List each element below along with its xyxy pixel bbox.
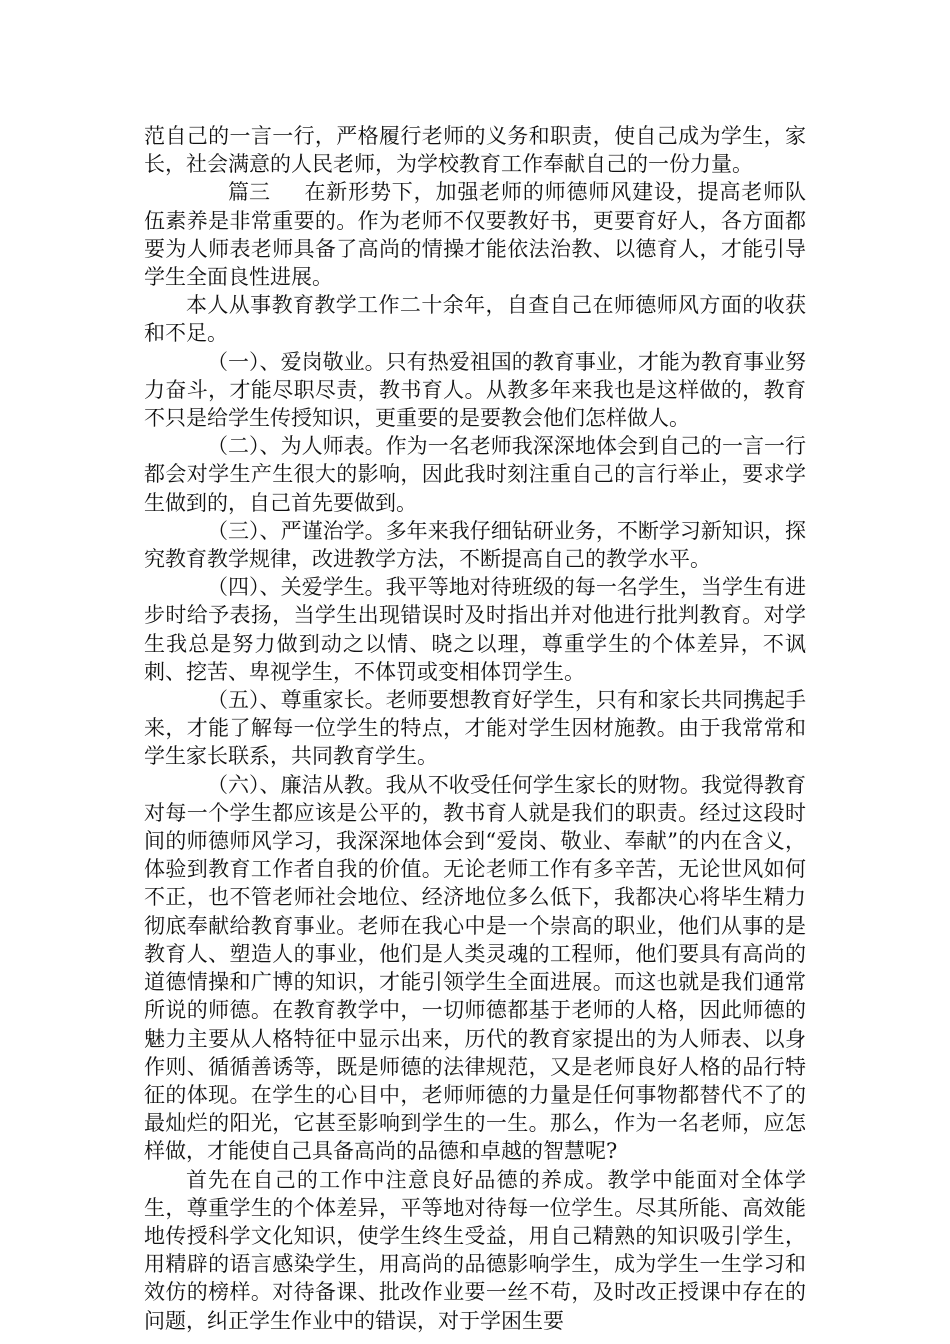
paragraph-item-four: （四）、关爱学生。我平等地对待班级的每一名学生，当学生有进步时给予表扬，当学生出现错误时及时指出并对他进行批判教育。对学生我总是努力做到动之以情、晓之以理，尊重学生的个体差异，不讽刺、挖苦、卑视学生，不体罚或变相体罚学生。 <box>144 575 806 684</box>
paragraph-item-three: （三）、严谨治学。多年来我仔细钻研业务，不断学习新知识，探究教育教学规律，改进教学方法，不断提高自己的教学水平。 <box>144 518 806 572</box>
paragraph-first-point: 首先在自己的工作中注意良好品德的养成。教学中能面对全体学生，尊重学生的个体差异，平等地对待每一位学生。尽其所能、高效能地传授科学文化知识，使学生终生受益，用自己精熟的知识吸引学生，用精辟的语言感染学生，用高尚的品德影响学生，成为学生一生学习和效仿的榜样。对待备课、批改作业要一丝不苟，及时改正授课中存在的问题，纠正学生作业中的错误，对于学困生要 <box>144 1167 806 1333</box>
paragraph-section-three <box>144 178 806 291</box>
document-page <box>144 122 806 1335</box>
section-label: 篇三 <box>228 180 270 205</box>
paragraph-self-review: 本人从事教育教学工作二十余年，自查自己在师德师风方面的收获和不足。 <box>144 293 806 346</box>
paragraph-item-one: （一）、爱岗敬业。只有热爱祖国的教育事业，才能为教育事业努力奋斗，才能尽职尽责，教书育人。从教多年来我也是这样做的，教育不只是给学生传授知识，更重要的是要教会他们怎样做人。 <box>144 349 806 431</box>
section-three-text: 在新形势下，加强老师的师德师风建设，提高老师队伍素养是非常重要的。作为老师不仅要教好书，更要育好人，各方面都要为人师表老师具备了高尚的情操才能依法治教、以德育人，才能引导学生全面良性进展。 <box>144 180 806 290</box>
paragraph-item-five: （五）、尊重家长。老师要想教育好学生，只有和家长共同携起手来，才能了解每一位学生的特点，才能对学生因材施教。由于我常常和学生家长联系，共同教育学生。 <box>144 688 806 769</box>
paragraph-item-six: （六）、廉洁从教。我从不收受任何学生家长的财物。我觉得教育对每一个学生都应该是公平的，教书育人就是我们的职责。经过这段时间的师德师风学习，我深深地体会到“爱岗、敬业、奉献”的内在含义，体验到教育工作者自我的价值。无论老师工作有多辛苦，无论世风如何不正，也不管老师社会地位、经济地位多么低下，我都决心将毕生精力彻底奉献给教育事业。老师在我心中是一个崇高的职业，他们从事的是教育人、塑造人的事业，他们是人类灵魂的工程师，他们要具有高尚的道德情操和广博的知识，才能引领学生全面进展。而这也就是我们通常所说的师德。在教育教学中，一切师德都基于老师的人格，因此师德的魅力主要从人格特征中显示出来，历代的教育家提出的为人师表、以身作则、循循善诱等，既是师德的法律规范，又是老师良好人格的品行特征的体现。在学生的心目中，老师师德的力量是任何事物都替代不了的最灿烂的阳光，它甚至影响到学生的一生。那么，作为一名老师，应怎样做，才能使自己具备高尚的品德和卓越的智慧呢? <box>144 772 806 1164</box>
paragraph-intro-continuation: 范自己的一言一行，严格履行老师的义务和职责，使自己成为学生，家长，社会满意的人民老师，为学校教育工作奉献自己的一份力量。 <box>144 124 806 177</box>
paragraph-item-two: （二）、为人师表。作为一名老师我深深地体会到自己的一言一行都会对学生产生很大的影响，因此我时刻注重自己的言行举止，要求学生做到的，自己首先要做到。 <box>144 434 806 515</box>
